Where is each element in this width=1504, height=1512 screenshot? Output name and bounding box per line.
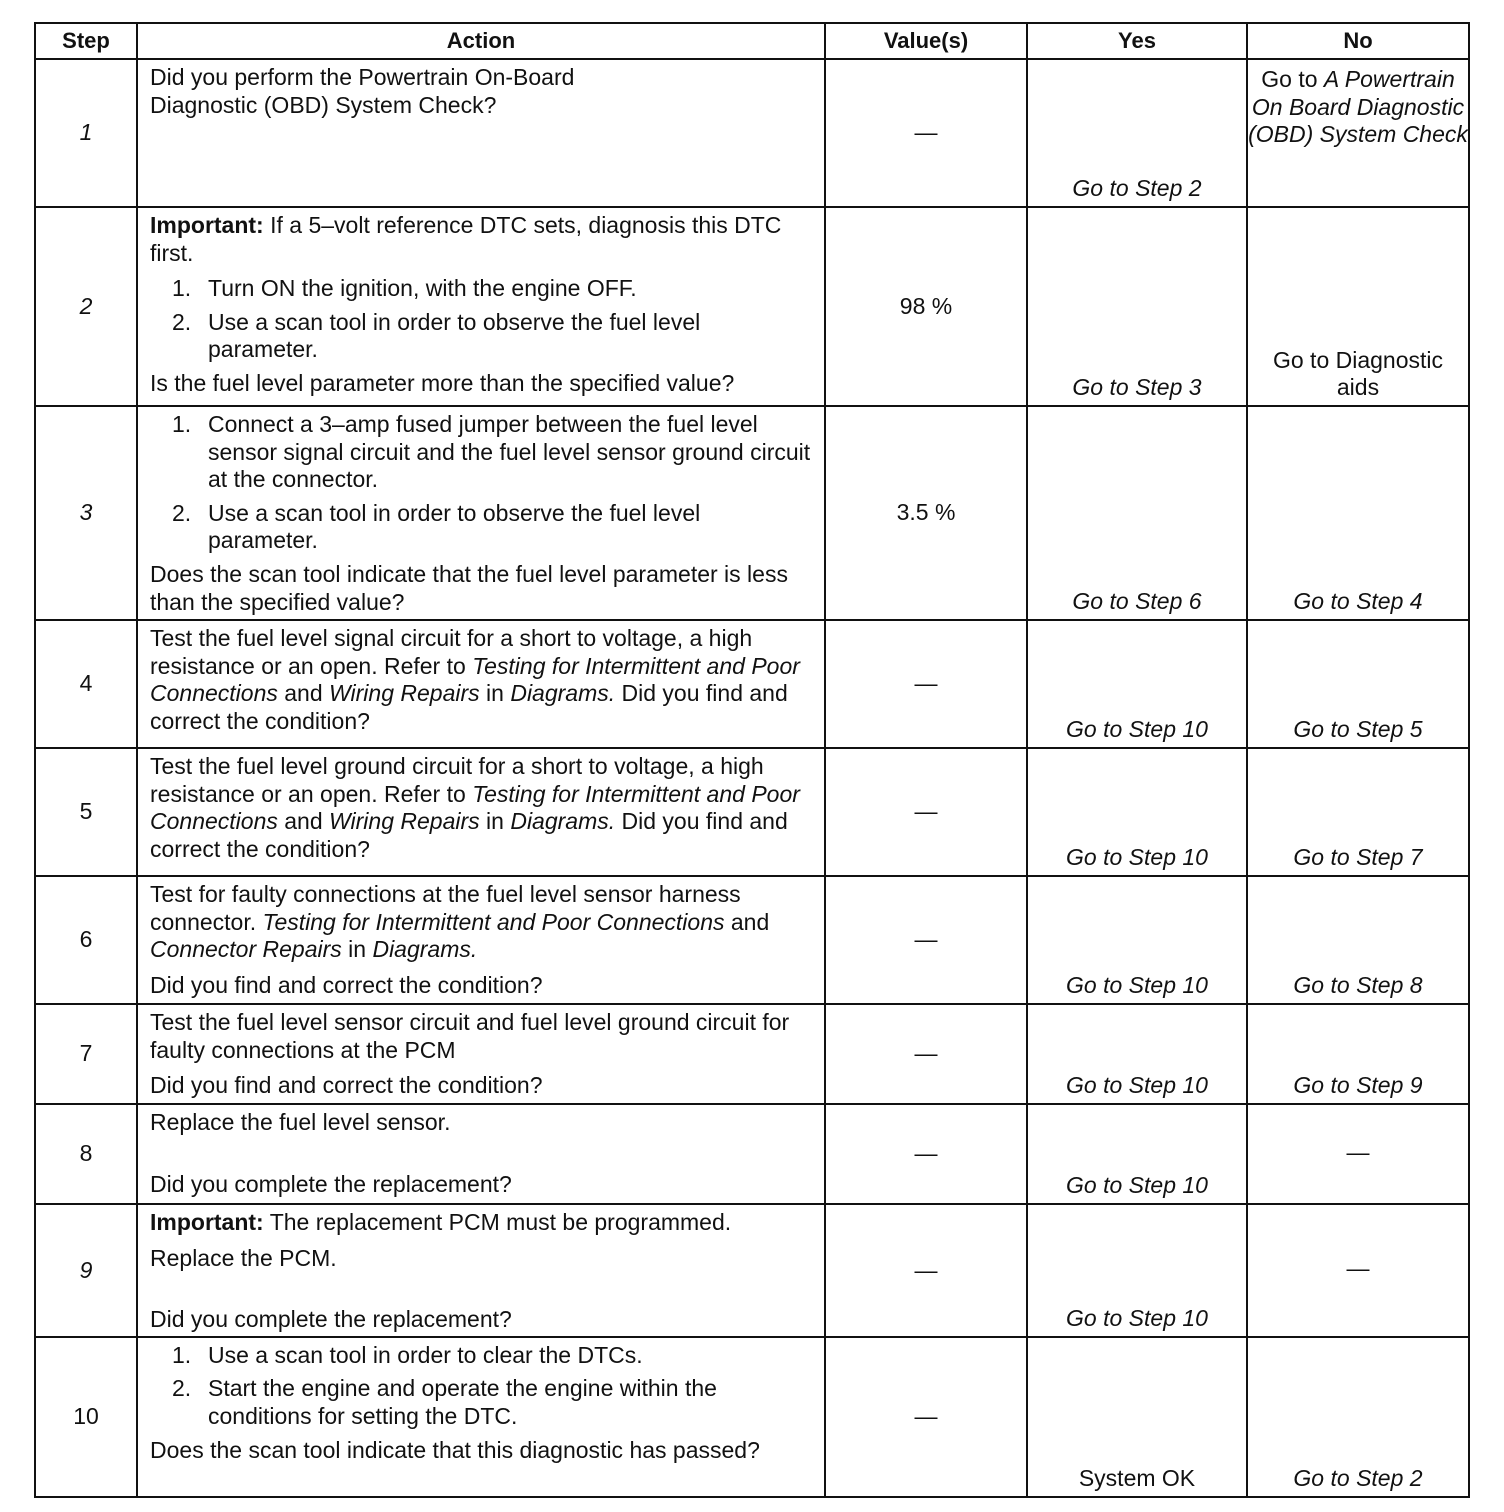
action-text (150, 625, 814, 735)
important-text: The replacement PCM must be programmed. (263, 1209, 732, 1235)
action-text (150, 881, 814, 964)
table-row (35, 59, 1469, 207)
value-cell: — (825, 1204, 1027, 1337)
table-row (35, 1004, 1469, 1104)
reference-link: Diagrams. (510, 680, 616, 707)
action-text: Replace the fuel level sensor. (150, 1109, 451, 1135)
list-item (150, 309, 814, 364)
yes-cell: Go to Step 10 (1027, 1104, 1247, 1204)
item-number: 1. (172, 1341, 192, 1368)
reference-link: Diagrams. (372, 936, 478, 963)
reference-link: Testing for Intermittent and Poor Connections (262, 908, 725, 935)
action-cell (137, 620, 825, 748)
item-number: 2. (172, 308, 192, 335)
item-text: Use a scan tool in order to observe the fuel level parameter. (208, 499, 701, 554)
text-run: and (277, 808, 330, 835)
action-cell (137, 1004, 825, 1104)
text-run: and (277, 680, 330, 707)
action-cell (137, 207, 825, 406)
no-cell: — (1247, 1204, 1469, 1337)
table-row (35, 748, 1469, 876)
important-note (150, 212, 814, 267)
list-item (150, 1342, 814, 1370)
value-cell: — (825, 59, 1027, 207)
action-text: Replace the PCM. (150, 1244, 337, 1271)
yes-cell: Go to Step 6 (1027, 406, 1247, 620)
list-item (150, 500, 814, 555)
yes-cell: Go to Step 2 (1027, 59, 1247, 207)
header-value: Value(s) (825, 23, 1027, 59)
reference-link: Wiring Repairs (329, 680, 480, 707)
question: Did you find and correct the condition? (150, 971, 543, 998)
value-cell: — (825, 876, 1027, 1004)
important-note (150, 1209, 814, 1237)
action-cell (137, 748, 825, 876)
item-text: Turn ON the ignition, with the engine OFF. (208, 275, 637, 302)
table-row (35, 406, 1469, 620)
action-cell (137, 406, 825, 620)
yes-cell: System OK (1027, 1337, 1247, 1497)
action-cell (137, 876, 825, 1004)
step-number: 5 (35, 748, 137, 876)
item-number: 2. (172, 1375, 192, 1402)
action-cell (137, 1204, 825, 1337)
value-cell: — (825, 1337, 1027, 1497)
value-text: 98 % (899, 292, 953, 319)
no-cell (1247, 59, 1469, 207)
yes-cell: Go to Step 3 (1027, 207, 1247, 406)
action-cell (137, 59, 825, 207)
reference-link: Wiring Repairs (329, 808, 480, 835)
step-number: 6 (35, 876, 137, 1004)
question: Did you find and correct the condition? (150, 1072, 543, 1099)
step-number: 9 (35, 1204, 137, 1337)
yes-cell: Go to Step 10 (1027, 1204, 1247, 1337)
text-run: in (341, 936, 373, 963)
text-run: Test the fuel level signal circuit for a short to voltage, a high resistance or an open. Refer to (150, 625, 753, 679)
yes-cell: Go to Step 10 (1027, 876, 1247, 1004)
action-text: Did you perform the Powertrain On-Board Diagnostic (OBD) System Check? (150, 64, 575, 118)
list-item (150, 1375, 814, 1430)
item-text: Use a scan tool in order to observe the fuel level parameter. (208, 308, 701, 363)
no-cell: Go to Step 2 (1247, 1337, 1469, 1497)
item-number: 2. (172, 499, 192, 526)
step-number: 10 (35, 1337, 137, 1497)
reference-link: Testing for Intermittent and Poor Connections (150, 780, 800, 835)
header-row (35, 23, 1469, 59)
header-no: No (1247, 23, 1469, 59)
list-item (150, 275, 814, 303)
step-number: 8 (35, 1104, 137, 1204)
step-number: 4 (35, 620, 137, 748)
yes-cell: Go to Step 10 (1027, 1004, 1247, 1104)
question: Is the fuel level parameter more than the specified value? (150, 369, 735, 396)
text-run: Did you find and correct the condition? (150, 808, 788, 862)
table-row (35, 1337, 1469, 1497)
text-run: Test for faulty connections at the fuel level sensor harness connector. (150, 881, 741, 935)
header-step: Step (35, 23, 137, 59)
value-cell: 3.5 % (825, 406, 1027, 620)
no-cell: Go to Step 8 (1247, 876, 1469, 1004)
table-row (35, 207, 1469, 406)
yes-cell: Go to Step 10 (1027, 620, 1247, 748)
reference-link: Connector Repairs (150, 936, 342, 963)
important-text: If a 5–volt reference DTC sets, diagnosis this DTC first. (150, 212, 782, 266)
yes-cell: Go to Step 10 (1027, 748, 1247, 876)
text-run: and (724, 908, 770, 935)
header-yes: Yes (1027, 23, 1247, 59)
question: Did you complete the replacement? (150, 1306, 512, 1333)
no-cell: Go to Diagnostic aids (1247, 207, 1469, 406)
spacer (150, 1280, 814, 1306)
table-row (35, 1104, 1469, 1204)
step-number: 7 (35, 1004, 137, 1104)
text-run: in (479, 680, 511, 707)
action-cell (137, 1104, 825, 1204)
important-label: Important: (150, 212, 264, 238)
no-lead: Go to (1261, 66, 1324, 92)
spacer (150, 1145, 814, 1171)
reference-link: Testing for Intermittent and Poor Connections (150, 652, 800, 707)
no-link: A Powertrain On Board Diagnostic (OBD) System Check (1248, 66, 1468, 148)
question: Did you complete the replacement? (150, 1170, 512, 1197)
no-cell: — (1247, 1104, 1469, 1204)
action-cell (137, 1337, 825, 1497)
item-text: Use a scan tool in order to clear the DTCs. (208, 1341, 643, 1368)
item-number: 1. (172, 411, 192, 437)
diagnostic-table (34, 22, 1470, 1498)
step-number: 1 (35, 59, 137, 207)
item-text: Start the engine and operate the engine within the conditions for setting the DTC. (208, 1375, 717, 1429)
list-item (150, 411, 814, 494)
no-cell: Go to Step 4 (1247, 406, 1469, 620)
text-run: in (479, 808, 511, 835)
important-label: Important: (150, 1209, 264, 1235)
no-cell: Go to Step 9 (1247, 1004, 1469, 1104)
action-text: Test the fuel level sensor circuit and fuel level ground circuit for faulty connections at the PCM (150, 1009, 790, 1063)
item-text: Connect a 3–amp fused jumper between the fuel level sensor signal circuit and the fuel level sensor ground circuit at the connector. (208, 411, 811, 493)
step-number: 3 (35, 406, 137, 620)
text-run: Test the fuel level ground circuit for a short to voltage, a high resistance or an open. Refer to (150, 753, 764, 807)
value-cell: — (825, 1104, 1027, 1204)
no-cell: Go to Step 7 (1247, 748, 1469, 876)
text-run: Did you find and correct the condition? (150, 680, 788, 734)
action-text (150, 753, 814, 863)
question: Does the scan tool indicate that this diagnostic has passed? (150, 1436, 760, 1463)
step-number: 2 (35, 207, 137, 406)
table-row (35, 620, 1469, 748)
item-number: 1. (172, 275, 192, 302)
table-row (35, 876, 1469, 1004)
value-cell: — (825, 748, 1027, 876)
value-cell (825, 207, 1027, 406)
value-cell: — (825, 1004, 1027, 1104)
table-row (35, 1204, 1469, 1337)
header-action: Action (137, 23, 825, 59)
value-cell: — (825, 620, 1027, 748)
reference-link: Diagrams. (510, 808, 616, 835)
question: Does the scan tool indicate that the fuel level parameter is less than the specified value? (150, 560, 788, 615)
no-cell: Go to Step 5 (1247, 620, 1469, 748)
